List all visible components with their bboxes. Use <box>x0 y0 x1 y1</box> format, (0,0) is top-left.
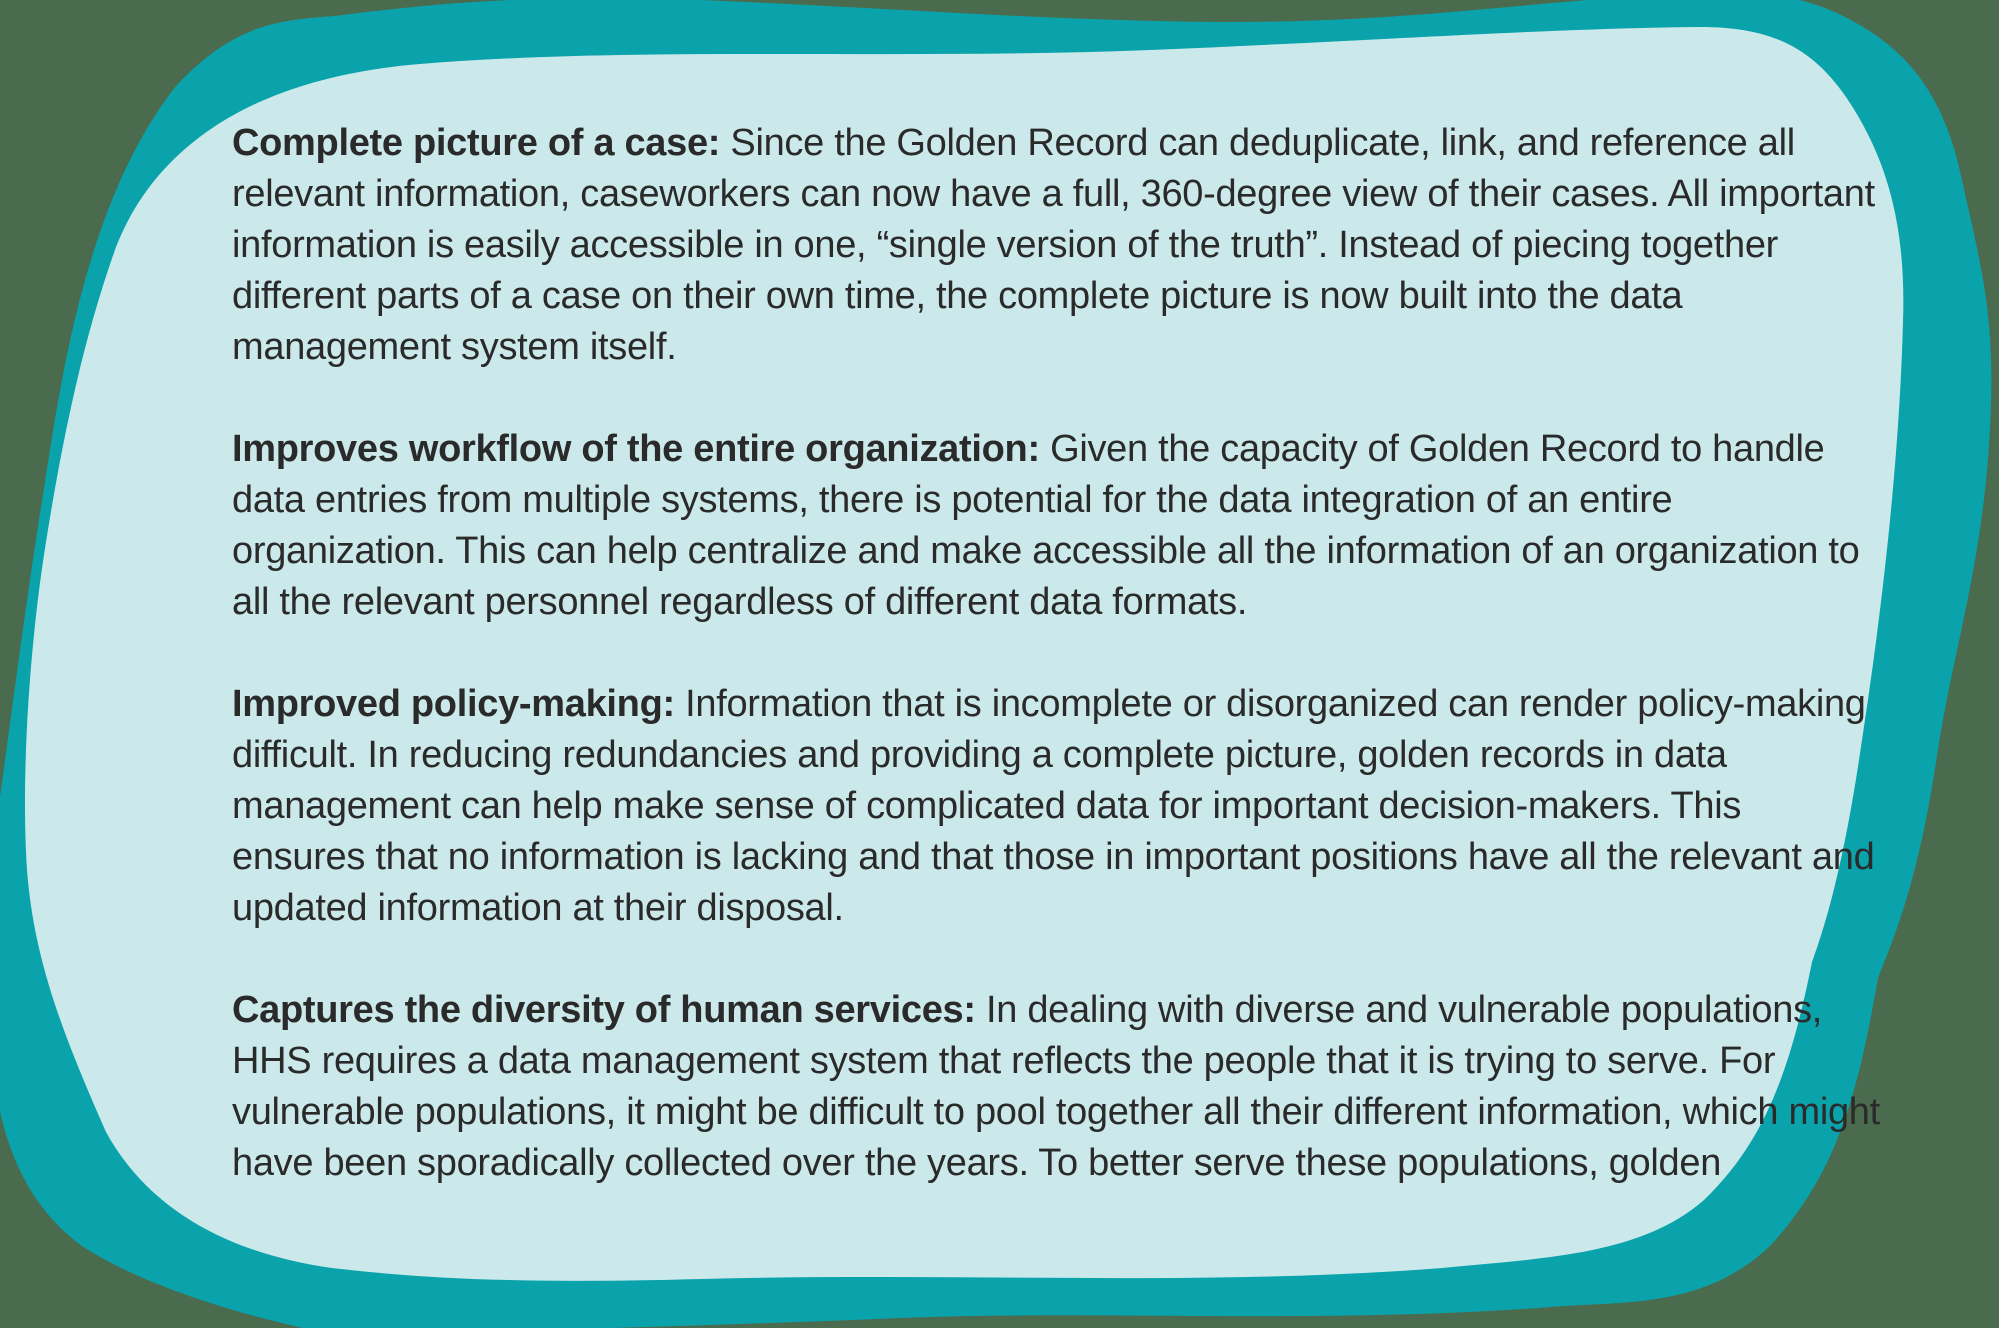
benefit-heading-3: Improved policy-making: <box>232 683 675 725</box>
benefit-body-1: Since the Golden Record can deduplicate, link, and reference all relevant information, caseworkers can now have a full, 360-degree view of their cases. All important information is easily accessible in one, “single version of the truth”. Instead of piecing together different parts of a case on their own time, the complete picture is now built into the data management system itself. <box>232 122 1875 368</box>
benefit-body-2: Given the capacity of Golden Record to handle data entries from multiple systems, there is potential for the data integration of an entire organization. This can help centralize and make accessible all the information of an organization to all the relevant personnel regardless of different data formats. <box>232 428 1860 623</box>
benefit-heading-4: Captures the diversity of human services: <box>232 989 976 1031</box>
benefits-text <box>232 118 1882 1189</box>
benefit-paragraph-4 <box>232 985 1882 1189</box>
benefit-heading-1: Complete picture of a case: <box>232 122 721 164</box>
benefit-body-3: Information that is incomplete or disorganized can render policy-making difficult. In reducing redundancies and providing a complete picture, golden records in data management can help make sense of complicated data for important decision-makers. This ensures that no information is lacking and that those in important positions have all the relevant and updated information at their disposal. <box>232 683 1875 929</box>
benefit-paragraph-2 <box>232 424 1882 628</box>
benefit-heading-2: Improves workflow of the entire organization: <box>232 428 1040 470</box>
benefit-paragraph-3 <box>232 679 1882 934</box>
benefit-paragraph-1 <box>232 118 1882 373</box>
benefit-body-4: In dealing with diverse and vulnerable populations, HHS requires a data management system that reflects the people that it is trying to serve. For vulnerable populations, it might be difficult to pool together all their different information, which might have been sporadically collected over the years. To better serve these populations, golden <box>232 989 1880 1184</box>
